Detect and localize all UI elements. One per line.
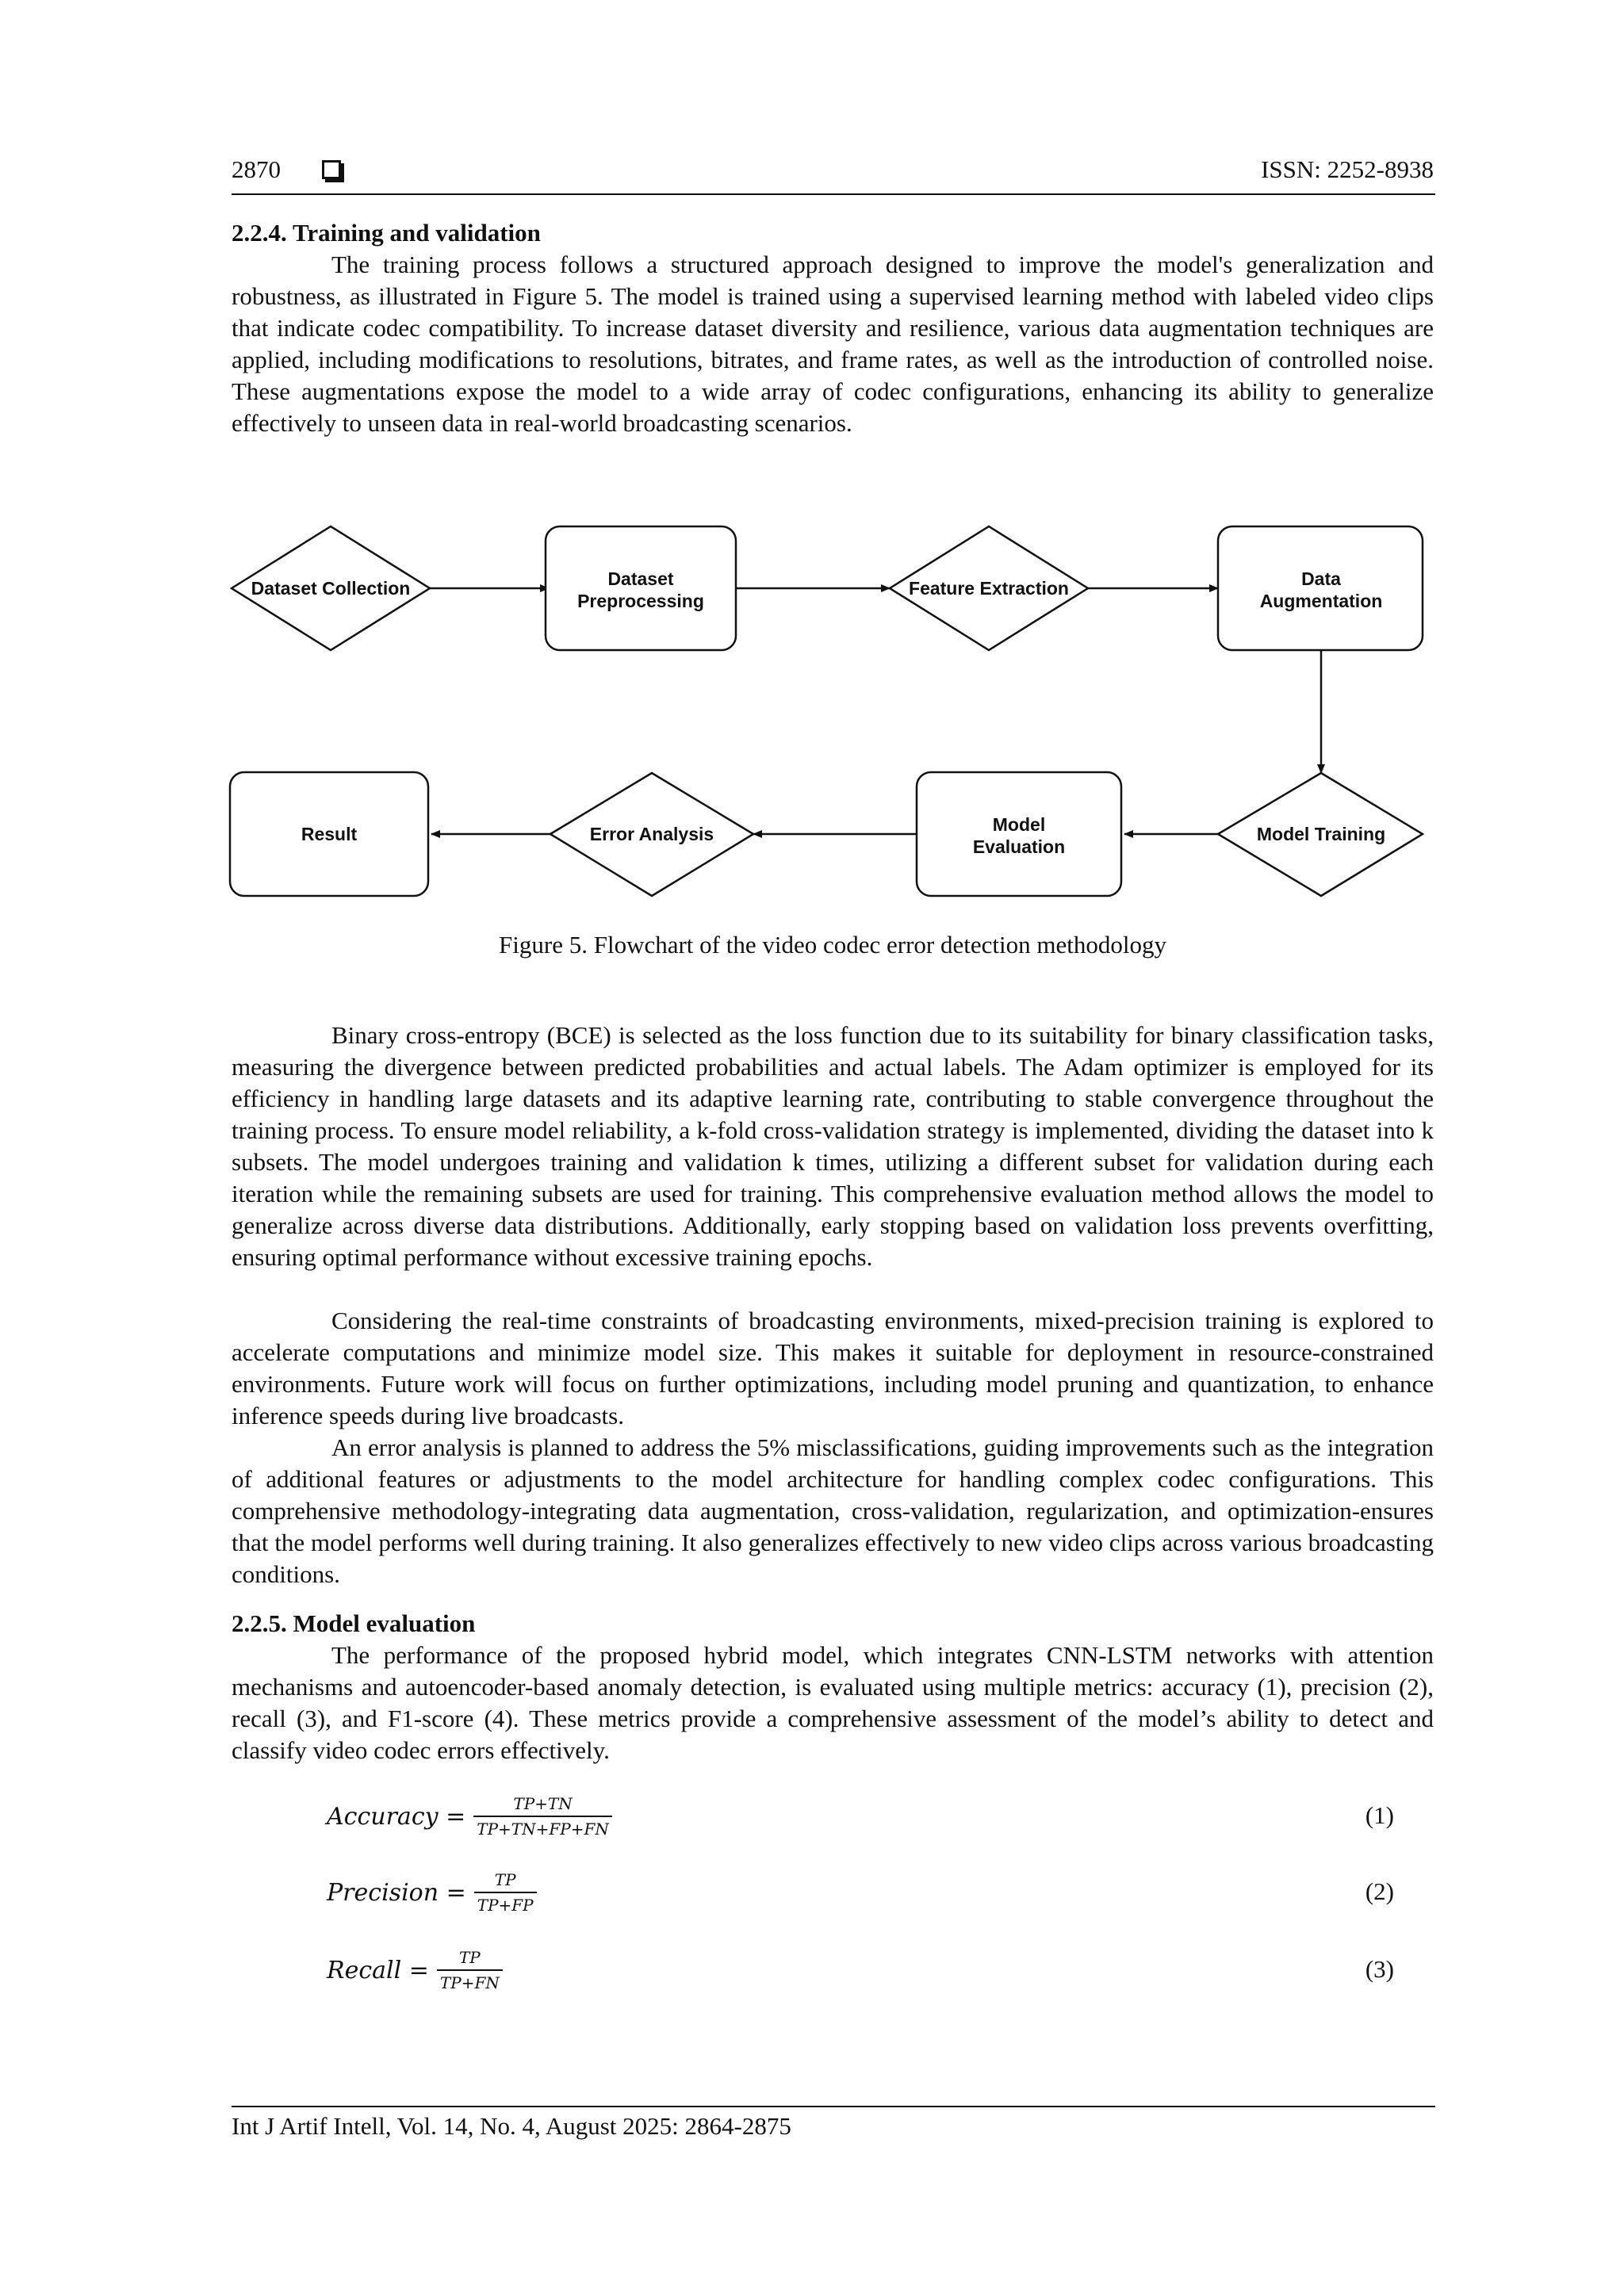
equation-denominator: TP+TN+FP+FN [473, 1816, 612, 1839]
node-data-augmentation [1218, 526, 1423, 650]
flowchart-figure [222, 523, 1435, 920]
equation-numerator: TP [458, 1948, 481, 1967]
equation-fraction [473, 1794, 612, 1839]
node-label: Feature Extraction [909, 578, 1069, 599]
node-dataset-preprocessing [546, 526, 736, 650]
page-header [232, 155, 1434, 193]
footer-rule [232, 2106, 1435, 2107]
node-error-analysis [550, 773, 753, 896]
equation-numerator: TP [494, 1870, 516, 1889]
equation-denominator: TP+FP [474, 1892, 537, 1915]
node-result [230, 772, 428, 896]
node-label-line2: Evaluation [972, 836, 1066, 857]
paragraph-error-analysis: An error analysis is planned to address the 5% misclassifications, guiding improvements such as the integration of additional features or adjustments to the model architecture for handling complex codec configurations. This comprehensive methodology-integrating data augmentation, cross-validation, regularization, and optimization-ensures that the model performs well during training. It also generalizes effectively to new video clips across various broadcasting conditions. [232, 1433, 1434, 1588]
equation-accuracy [327, 1789, 1394, 1844]
equation-fraction [437, 1948, 503, 1992]
equation-lhs: Precision = [327, 1878, 466, 1907]
equation-fraction [474, 1870, 537, 1915]
node-label-line2: Preprocessing [577, 591, 704, 611]
paragraph-bce: Binary cross-entropy (BCE) is selected as the loss function due to its suitability for binary classification tasks, measuring the divergence between predicted probabilities and actual labels. The Adam optimizer is employed for its efficiency in handling large datasets and its adaptive learning rate, contributing to stable convergence throughout the training process. To ensure model reliability, a k-fold cross-validation strategy is implemented, dividing the dataset into k subsets. The model undergoes training and validation k times, utilizing a different subset for validation during each iteration while the remaining subsets are used for training. This comprehensive evaluation method allows the model to generalize across diverse data distributions. Additionally, early stopping based on validation loss prevents overfitting, ensuring optimal performance without excessive training epochs. [232, 1021, 1434, 1271]
node-model-evaluation [917, 772, 1121, 896]
equation-numerator: TP+TN [513, 1794, 573, 1813]
equation-number: (3) [1365, 1955, 1394, 1983]
paragraph-evaluation: The performance of the proposed hybrid model, which integrates CNN-LSTM networks with attention mechanisms and autoencoder-based anomaly detection, is evaluated using multiple metrics: accuracy (1), precision (2), recall (3), and F1-score (4). These metrics provide a comprehensive assessment of the model’s ability to detect and classify video codec errors effectively. [232, 1641, 1434, 1764]
paragraph-training: The training process follows a structured approach designed to improve the model's generalization and robustness, as illustrated in Figure 5. The model is trained using a supervised learning method with labeled video clips that indicate codec compatibility. To increase dataset diversity and resilience, various data augmentation techniques are applied, including modifications to resolutions, bitrates, and frame rates, as well as the introduction of controlled noise. These augmentations expose the model to a wide array of codec configurations, enhancing its ability to generalize effectively to unseen data in real-world broadcasting scenarios. [232, 251, 1434, 437]
node-label-line1: Model [992, 814, 1046, 835]
node-label: Dataset Collection [251, 578, 411, 599]
node-label: Model Training [1256, 824, 1386, 844]
equation-number: (1) [1365, 1801, 1394, 1829]
equation-lhs: Recall = [327, 1956, 429, 1984]
header-rule [232, 193, 1435, 195]
section-heading-evaluation: 2.2.5. Model evaluation [232, 1609, 476, 1637]
equation-denominator: TP+FN [437, 1969, 503, 1992]
equation-number: (2) [1365, 1877, 1394, 1905]
node-label-line2: Augmentation [1259, 591, 1383, 611]
node-model-training [1218, 773, 1423, 896]
figure-caption: Figure 5. Flowchart of the video codec error detection methodology [499, 931, 1166, 959]
equation-recall [327, 1942, 1394, 1998]
node-feature-extraction [890, 526, 1088, 650]
journal-footer: Int J Artif Intell, Vol. 14, No. 4, August 2025: 2864-2875 [232, 2112, 791, 2140]
node-dataset-collection [232, 526, 430, 650]
paragraph-mixed-precision: Considering the real-time constraints of broadcasting environments, mixed-precision training is explored to accelerate computations and minimize model size. This makes it suitable for deployment in resource-constrained environments. Future work will focus on further optimizations, including model pruning and quantization, to enhance inference speeds during live broadcasts. [232, 1307, 1434, 1429]
node-label: Result [301, 824, 358, 844]
page-number: 2870 [232, 155, 281, 183]
section-heading-training: 2.2.4. Training and validation [232, 219, 541, 247]
equation-lhs: Accuracy = [327, 1802, 466, 1831]
equation-precision [327, 1865, 1394, 1920]
node-label-line1: Data [1301, 568, 1341, 589]
node-label: Error Analysis [589, 824, 714, 844]
checkbox-square-icon [322, 160, 341, 179]
issn-label: ISSN: 2252-8938 [1261, 155, 1434, 183]
node-label-line1: Dataset [607, 568, 674, 589]
